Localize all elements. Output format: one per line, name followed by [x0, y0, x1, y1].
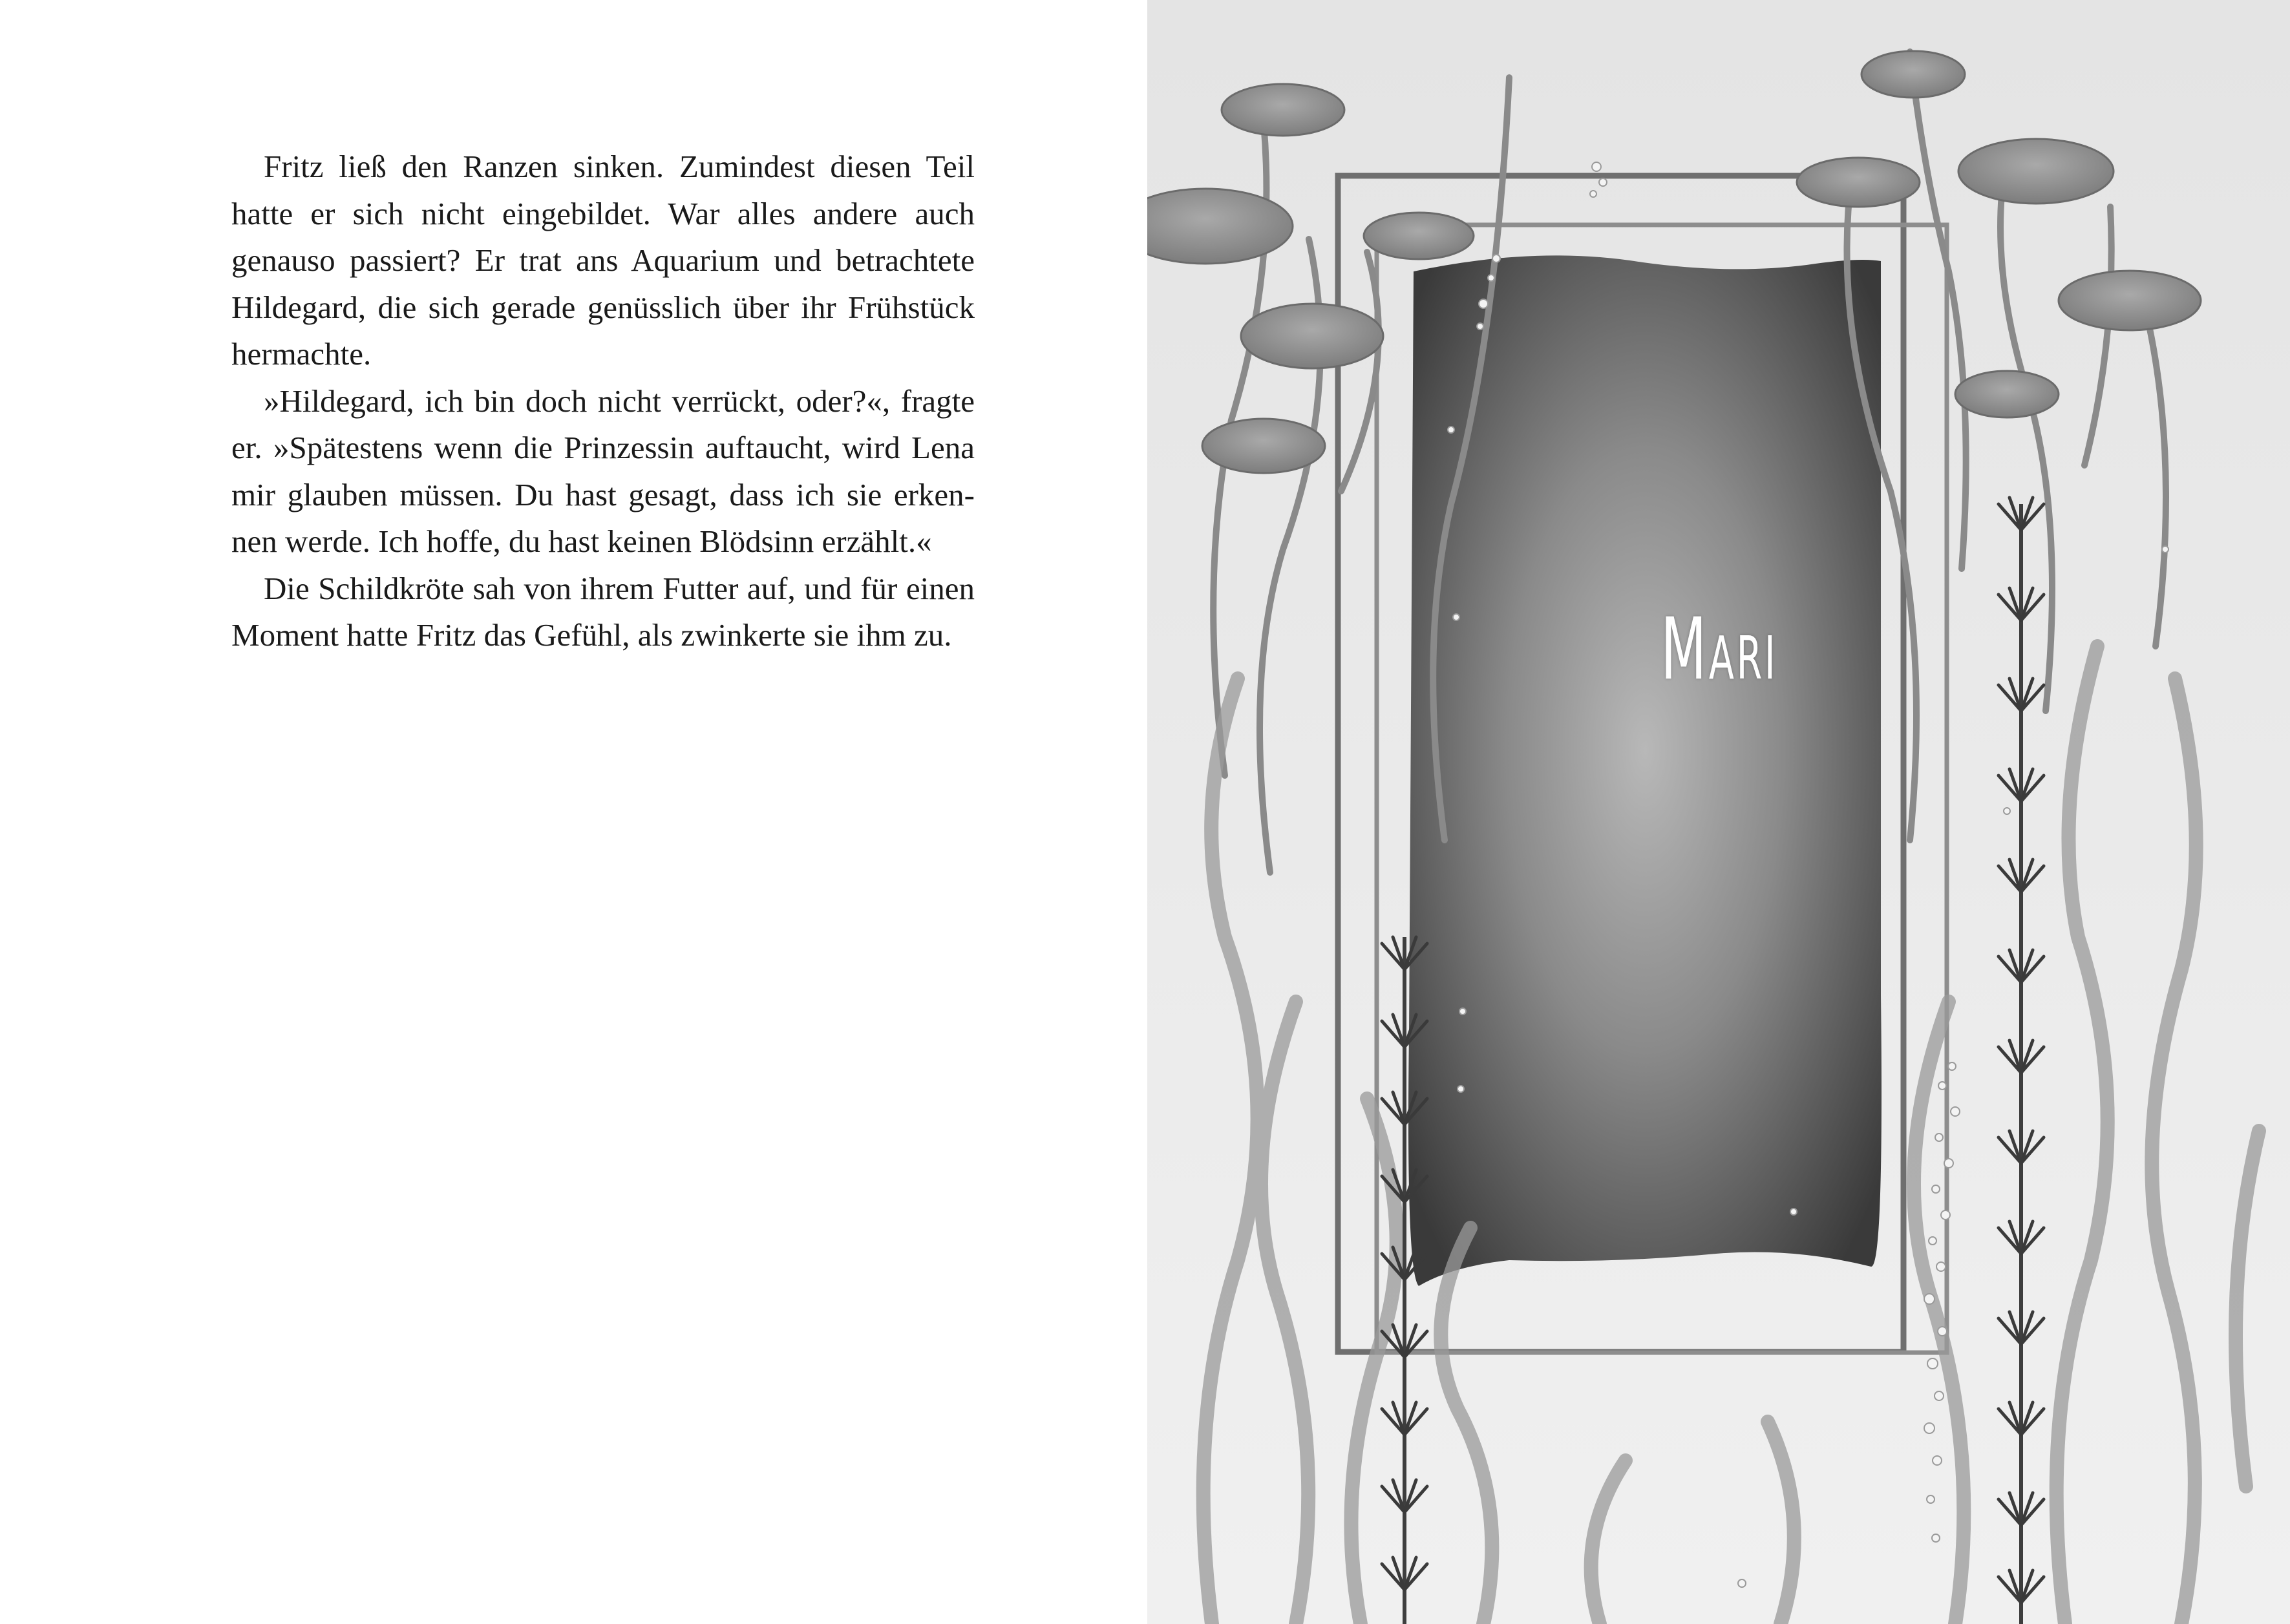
right-page [1147, 0, 2290, 1624]
title-panel [1408, 255, 1882, 1286]
paragraph-2: »Hildegard, ich bin doch nicht verrückt, oder?«, fragte er. »Spätestens wenn die Prinzessin auftaucht, wird Lena mir glauben müssen. Du hast gesagt, dass ich sie erken-nen werde. Ich hoffe, du hast keinen Blödsinn erzählt.« [231, 383, 975, 559]
chapter-title: Mari [1660, 600, 1778, 699]
body-text [231, 143, 975, 659]
chapter-illustration [1147, 0, 2290, 1624]
paragraph-1: Fritz ließ den Ranzen sinken. Zumindest diesen Teil hatte er sich nicht eingebildet. War alles andere auch genauso passiert? Er trat ans Aquarium und betrachtete Hildegard, die sich gerade genüsslich über ihr Frühstück hermachte. [231, 149, 975, 372]
paragraph-3: Die Schildkröte sah von ihrem Futter auf, und für einen Moment hatte Fritz das Gefühl, als zwinkerte sie ihm zu. [231, 570, 975, 653]
